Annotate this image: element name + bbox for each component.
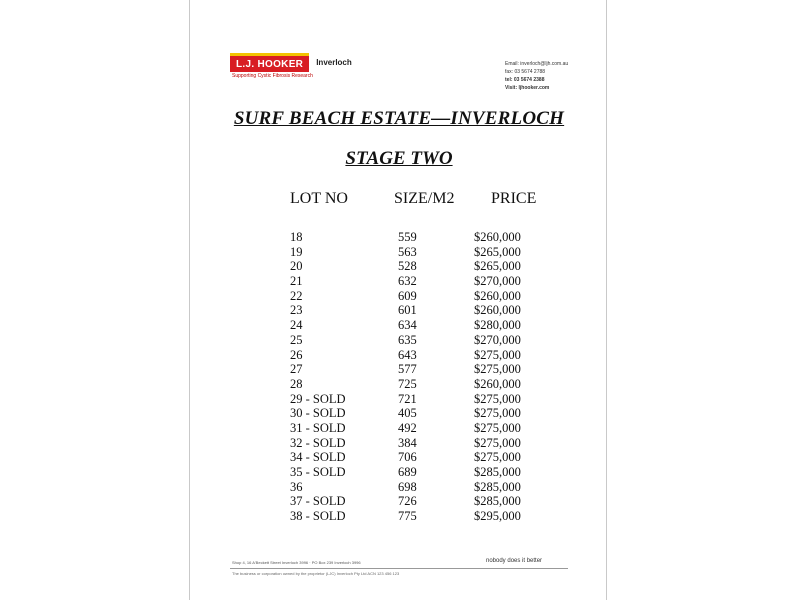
price-cell: $260,000 bbox=[474, 303, 521, 318]
table-row bbox=[190, 230, 608, 245]
table-row bbox=[190, 465, 608, 480]
price-cell: $285,000 bbox=[474, 465, 521, 479]
lot-cell: 18 bbox=[290, 230, 303, 244]
lot-cell: 21 bbox=[290, 274, 303, 289]
lot-cell: 31 - SOLD bbox=[290, 420, 346, 435]
footer-disclaimer: The business or corporation owned by the proprietor (LJC) Inverloch Pty Ltd ACN 123 456 123 bbox=[232, 571, 400, 576]
price-cell: $270,000 bbox=[474, 274, 521, 289]
price-cell: $285,000 bbox=[474, 479, 521, 494]
brand-logo-box: L.J. HOOKER bbox=[230, 53, 309, 72]
size-cell: 559 bbox=[398, 230, 417, 244]
contact-phone: tel: 03 5674 2388 bbox=[505, 77, 545, 83]
size-cell: 601 bbox=[398, 303, 417, 318]
brand-logo bbox=[230, 53, 352, 79]
lot-cell: 20 bbox=[290, 259, 303, 274]
table-row bbox=[190, 289, 608, 304]
footer-slogan: nobody does it better bbox=[486, 558, 543, 564]
lot-cell: 25 bbox=[290, 332, 303, 347]
price-cell: $275,000 bbox=[474, 450, 521, 465]
lot-cell: 28 bbox=[290, 376, 303, 391]
size-cell: 528 bbox=[398, 259, 417, 274]
table-row bbox=[190, 392, 608, 407]
document-page bbox=[189, 0, 607, 600]
lot-cell: 37 - SOLD bbox=[290, 494, 346, 509]
size-cell: 577 bbox=[398, 362, 417, 377]
size-cell: 384 bbox=[398, 435, 417, 450]
price-list bbox=[190, 230, 608, 524]
lot-cell: 29 - SOLD bbox=[290, 391, 346, 406]
lot-cell: 27 bbox=[290, 362, 303, 377]
document-title: SURF BEACH ESTATE—INVERLOCH bbox=[233, 108, 565, 129]
price-cell: $275,000 bbox=[474, 435, 521, 450]
size-cell: 721 bbox=[398, 391, 417, 406]
size-cell: 775 bbox=[398, 509, 417, 524]
contact-email: Email: inverloch@ljh.com.au bbox=[505, 61, 569, 67]
table-row bbox=[190, 348, 608, 363]
price-cell: $275,000 bbox=[474, 362, 521, 377]
lot-cell: 22 bbox=[290, 288, 303, 303]
lot-cell: 36 bbox=[290, 479, 303, 494]
price-cell: $275,000 bbox=[474, 420, 521, 435]
lot-cell: 19 bbox=[290, 244, 303, 259]
lot-cell: 34 - SOLD bbox=[290, 450, 346, 465]
size-cell: 634 bbox=[398, 318, 417, 333]
table-row bbox=[190, 406, 608, 421]
price-cell: $275,000 bbox=[474, 347, 521, 362]
document-subtitle: STAGE TWO bbox=[345, 148, 453, 169]
table-row bbox=[190, 421, 608, 436]
lot-cell: 38 - SOLD bbox=[290, 509, 346, 524]
size-cell: 405 bbox=[398, 406, 417, 421]
footer-address: Shop 4, 16 A'Beckett Street Inverloch 3996 · PO Box 239 Inverloch 3996 bbox=[232, 560, 361, 565]
table-row bbox=[190, 303, 608, 318]
size-cell: 706 bbox=[398, 450, 417, 465]
table-row bbox=[190, 480, 608, 495]
size-cell: 635 bbox=[398, 332, 417, 347]
table-row bbox=[190, 450, 608, 465]
size-cell: 725 bbox=[398, 376, 417, 391]
price-cell: $285,000 bbox=[474, 494, 521, 509]
column-header-price: PRICE bbox=[491, 190, 537, 207]
price-cell: $260,000 bbox=[474, 230, 521, 244]
contact-fax: fax: 03 5674 2788 bbox=[505, 69, 546, 75]
size-cell: 492 bbox=[398, 420, 417, 435]
column-header-size: SIZE/M2 bbox=[394, 190, 455, 207]
brand-tagline: Supporting Cystic Fibrosis Research bbox=[232, 73, 313, 79]
lot-cell: 30 - SOLD bbox=[290, 406, 346, 421]
price-cell: $275,000 bbox=[474, 406, 521, 421]
lot-cell: 26 bbox=[290, 347, 303, 362]
price-cell: $270,000 bbox=[474, 332, 521, 347]
table-row bbox=[190, 377, 608, 392]
table-row bbox=[190, 333, 608, 348]
table-row bbox=[190, 259, 608, 274]
size-cell: 563 bbox=[398, 244, 417, 259]
footer-divider bbox=[230, 568, 568, 569]
price-cell: $265,000 bbox=[474, 259, 521, 274]
lot-cell: 32 - SOLD bbox=[290, 435, 346, 450]
size-cell: 726 bbox=[398, 494, 417, 509]
table-row bbox=[190, 245, 608, 260]
lot-cell: 35 - SOLD bbox=[290, 465, 346, 479]
table-row bbox=[190, 436, 608, 451]
size-cell: 632 bbox=[398, 274, 417, 289]
table-row bbox=[190, 274, 608, 289]
size-cell: 689 bbox=[398, 465, 417, 479]
lot-cell: 23 bbox=[290, 303, 303, 318]
lot-cell: 24 bbox=[290, 318, 303, 333]
price-cell: $280,000 bbox=[474, 318, 521, 333]
table-row bbox=[190, 494, 608, 509]
branch-name: Inverloch bbox=[316, 58, 352, 67]
price-cell: $265,000 bbox=[474, 244, 521, 259]
contact-block bbox=[505, 60, 568, 92]
column-header-lot: LOT NO bbox=[290, 190, 348, 207]
size-cell: 643 bbox=[398, 347, 417, 362]
price-cell: $295,000 bbox=[474, 509, 521, 524]
price-cell: $260,000 bbox=[474, 376, 521, 391]
contact-website: Visit: ljhooker.com bbox=[505, 85, 550, 91]
price-cell: $275,000 bbox=[474, 391, 521, 406]
size-cell: 609 bbox=[398, 288, 417, 303]
table-row bbox=[190, 509, 608, 524]
size-cell: 698 bbox=[398, 479, 417, 494]
price-cell: $260,000 bbox=[474, 288, 521, 303]
table-row bbox=[190, 362, 608, 377]
table-row bbox=[190, 318, 608, 333]
